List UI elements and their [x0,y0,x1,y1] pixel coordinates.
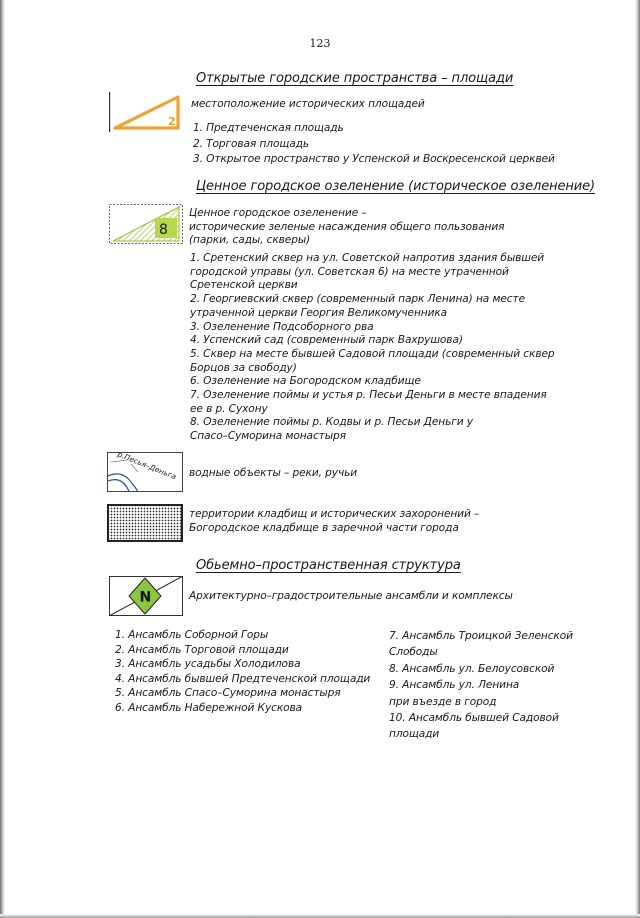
ensemble-badge: N [139,589,152,606]
list-item: 1. Сретенский сквер на ул. Советской напротив здания бывшей [190,252,545,264]
legend-symbol-greenery [109,204,183,244]
list-item: 4. Ансамбль бывшей Предтеченской площади [115,672,371,685]
orange-triangle-icon [109,92,183,132]
list-item: 3. Озеленение Подсоборного рва [190,320,374,333]
list-item: 7. Озеленение поймы и устья р. Песьи Деньги в месте впадения [190,389,547,402]
list-item: 9. Ансамбль ул. Ленина [389,679,520,692]
river-label: р.Песья–Деньга [116,452,178,482]
list-item: 2. Торговая площадь [193,137,309,150]
legend-symbol-cemetery [107,504,183,542]
squares-list [193,121,555,168]
list-item: при въезде в город [389,695,497,708]
list-item: 6. Озеленение на Богородском кладбище [190,375,421,388]
greenery-description-line: (парки, сады, скверы) [189,234,311,246]
structure-description: Архитектурно–градостроительные ансамбли и комплексы [189,590,513,602]
list-item: Спасо–Суморина монастыря [190,430,346,443]
list-item: утраченной церкви Георгия Великомученника [190,306,448,319]
cemetery-description [189,508,479,535]
legend-symbol-water [107,452,183,492]
ensembles-list-right [389,628,573,743]
page-number: 123 [309,37,331,50]
list-item: 7. Ансамбль Троицкой Зеленской [389,630,573,642]
greenery-description-line: исторические зеленые насаждения общего пользования [189,220,505,233]
list-item: 5. Сквер на месте бывшей Садовой площади (современный сквер [190,347,555,360]
list-item: 5. Ансамбль Спасо–Суморина монастыря [115,687,341,700]
cemetery-description-line: территории кладбищ и исторических захоронений – [189,508,480,520]
list-item: 8. Ансамбль ул. Белоусовской [389,662,555,675]
heading-squares: Открытые городские пространства – площади [196,71,514,86]
list-item: 6. Ансамбль Набережной Кускова [115,701,303,714]
river-map-icon [107,452,183,492]
list-item: 1. Предтеченская площадь [193,122,344,134]
cemetery-description-line: Богородское кладбище в заречной части города [189,521,459,534]
greenery-description-line: Ценное городское озеленение – [189,207,367,219]
greenery-description [189,207,504,248]
list-item: 10. Ансамбль бывшей Садовой [389,712,559,725]
list-item: 8. Озеленение поймы р. Кодвы и р. Песьи Деньги у [190,416,473,429]
list-item: Слободы [389,646,438,659]
list-item: 2. Георгиевский сквер (современный парк Ленина) на месте [190,293,525,306]
legend-symbol-square [109,92,183,132]
list-item: 4. Успенский сад (современный парк Вахрушова) [190,334,463,347]
scan-bottom-edge [0,914,640,918]
greenery-list [190,252,555,444]
list-item: 3. Открытое пространство у Успенской и Воскресенской церквей [193,153,555,165]
water-description: водные объекты – реки, ручьи [189,467,358,479]
list-item: ее в р. Сухону [190,402,268,415]
list-item: Сретенской церкви [190,279,298,292]
scan-right-edge [635,0,640,918]
list-item: городской управы (ул. Советская 6) на месте утраченной [190,265,509,278]
list-item: 1. Ансамбль Соборной Горы [115,629,269,641]
diamond-icon [109,576,183,616]
dotted-area-icon [107,504,183,542]
ensembles-list-left [115,628,370,716]
scan-left-edge [0,0,5,918]
heading-structure: Обьемно–пространственная структура [196,558,461,573]
green-triangle-icon [109,204,183,244]
list-item: площади [389,728,440,741]
greenery-badge: 8 [159,222,168,238]
list-item: 3. Ансамбль усадьбы Холодилова [115,658,301,671]
list-item: 2. Ансамбль Торговой площади [115,643,289,656]
square-badge: 2 [168,115,176,128]
squares-description: местоположение исторических площадей [191,98,425,110]
list-item: Борцов за свободу) [190,361,297,374]
legend-symbol-ensemble [109,576,183,616]
heading-greenery: Ценное городское озеленение (историческое озеленение) [196,179,596,194]
